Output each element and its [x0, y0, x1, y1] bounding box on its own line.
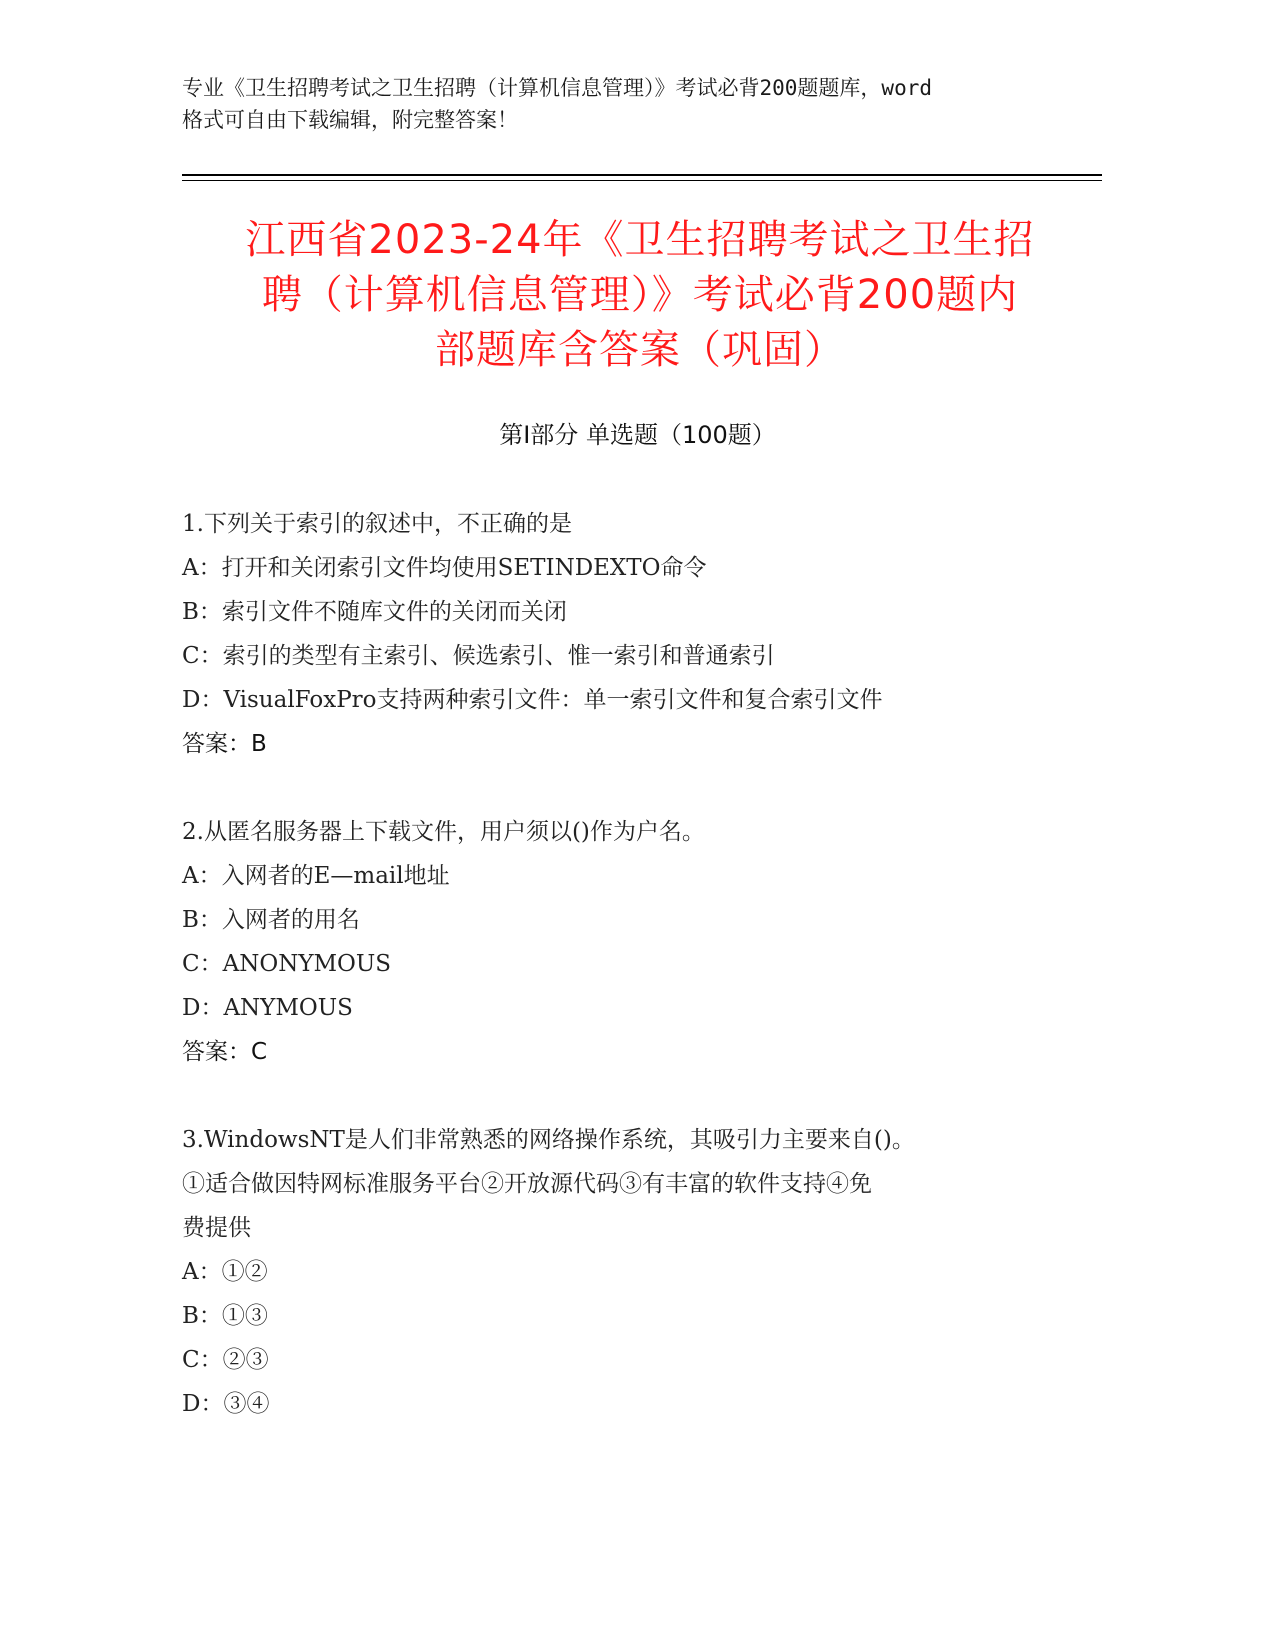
section-heading: 第Ⅰ部分 单选题（100题）	[499, 421, 776, 449]
question-3	[182, 1118, 1082, 1426]
question-spacer	[182, 1074, 1082, 1118]
option-b: B：①③	[182, 1303, 268, 1329]
option-d: D：ANYMOUS	[182, 995, 353, 1021]
question-stem: 2.从匿名服务器上下载文件，用户须以()作为户名。	[182, 819, 705, 845]
question-spacer	[182, 766, 1082, 810]
question-1	[182, 502, 1082, 766]
option-a: A：打开和关闭索引文件均使用SETINDEXTO命令	[182, 555, 707, 581]
question-stem: 1.下列关于索引的叙述中，不正确的是	[182, 511, 572, 537]
option-d: D：VisualFoxPro支持两种索引文件：单一索引文件和复合索引文件	[182, 687, 883, 713]
title-line: 部题库含答案（巩固）	[435, 327, 845, 373]
option-a: A：①②	[182, 1259, 268, 1285]
question-list	[182, 502, 1082, 1426]
option-c: C：索引的类型有主索引、候选索引、惟一索引和普通索引	[182, 643, 775, 669]
question-stem-continued: 费提供	[182, 1215, 251, 1241]
title-line: 江西省2023-24年《卫生招聘考试之卫生招	[245, 217, 1035, 263]
header-note	[182, 72, 1082, 136]
header-note-line: 专业《卫生招聘考试之卫生招聘（计算机信息管理）》考试必背200题题库，word	[182, 76, 932, 100]
option-b: B：入网者的用名	[182, 907, 360, 933]
question-stem-continued: ①适合做因特网标准服务平台②开放源代码③有丰富的软件支持④免	[182, 1171, 872, 1197]
title-line: 聘（计算机信息管理）》考试必背200题内	[261, 272, 1019, 318]
answer-line: 答案：B	[182, 731, 267, 757]
answer-line: 答案：C	[182, 1039, 268, 1065]
header-divider-thin	[182, 180, 1102, 181]
question-2	[182, 810, 1082, 1074]
header-note-line: 格式可自由下载编辑，附完整答案！	[182, 108, 518, 132]
option-b: B：索引文件不随库文件的关闭而关闭	[182, 599, 567, 625]
header-divider-thick	[182, 174, 1102, 176]
question-stem: 3.WindowsNT是人们非常熟悉的网络操作系统，其吸引力主要来自()。	[182, 1127, 915, 1153]
option-d: D：③④	[182, 1391, 270, 1417]
option-c: C：②③	[182, 1347, 269, 1373]
option-c: C：ANONYMOUS	[182, 951, 392, 977]
document-title	[160, 213, 1120, 378]
option-a: A：入网者的E—mail地址	[182, 863, 450, 889]
